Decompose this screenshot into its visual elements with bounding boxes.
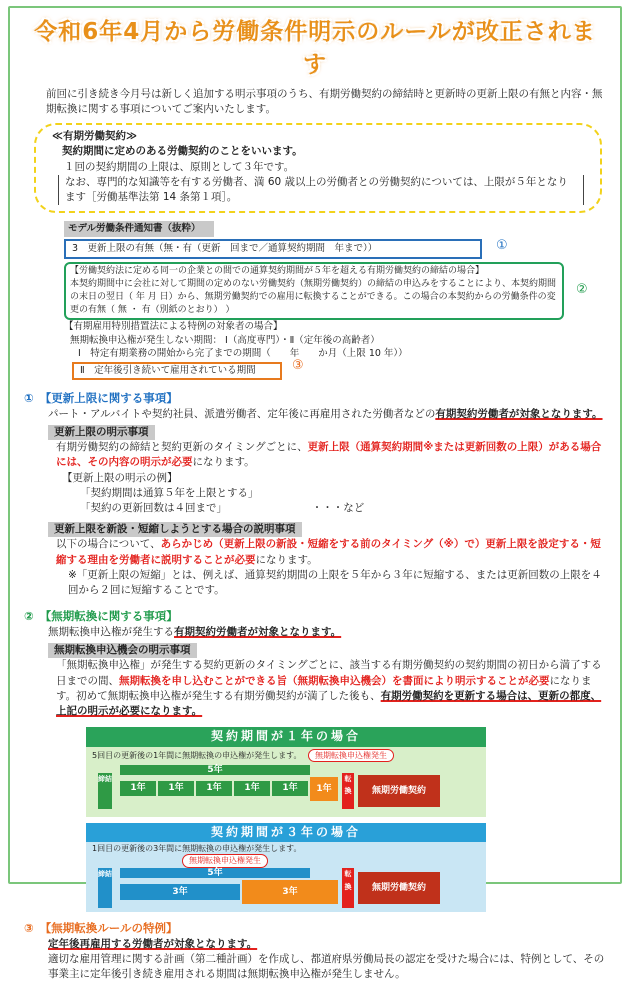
notice-plain-line1: 【有期雇用特別措置法による特例の対象者の場合】 <box>64 320 283 332</box>
page-title: 令和6年4月から労働条件明示のルールが改正されます <box>34 19 596 79</box>
diagram2-start: 締結 <box>98 868 112 908</box>
notice-plain-line3: Ⅰ 特定有期業務の開始から完了までの期間（ 年 か月（上限 10 年）） <box>78 348 408 360</box>
section2-para1-a: 「無期転換申込権」が発生する契約更新のタイミングごとに、該当する有期労働契約の契約期間の初日から満了する日までの間、 <box>56 659 602 687</box>
marker-2: ② <box>576 281 588 297</box>
diagram-one-year <box>86 727 486 816</box>
section3-heading <box>24 920 606 937</box>
section1-note: ※「更新上限の短縮」とは、例えば、通算契約期間の上限を５年から３年に短縮する、または更新回数の上限を４回から２回に短縮することです。 <box>68 568 602 597</box>
section1-para1-c: になります。 <box>192 456 255 469</box>
section1-example2-text: 「契約の更新回数は４回まで」 <box>80 501 222 514</box>
section2-para1-c: になります。初めて無期転換申込権が発生する有期労働契約が満了した後も、 <box>56 674 592 702</box>
section2-num: ② <box>24 609 34 624</box>
diagram1-year-4: 1年 <box>234 781 270 796</box>
diagram2-convert: 転換 <box>342 868 354 908</box>
section1-para1-red: 更新上限（通算契約期間※または更新回数の上限）がある場合には、その内容の明示が必要 <box>56 441 602 469</box>
section-update-limit <box>24 390 606 598</box>
section2-sub1: 無期転換申込機会の明示事項 <box>48 643 197 658</box>
section1-target-text: パート・アルバイトや契約社員、派遣労働者、定年後に再雇用された労働者などの <box>48 407 436 420</box>
diagram1-year-6: 1年 <box>310 777 338 801</box>
section2-target-text: 無期転換申込権が発生する <box>48 625 174 638</box>
diagram1-convert: 転換 <box>342 773 354 809</box>
section1-para2 <box>56 537 606 567</box>
section2-para1-red: 無期転換を申し込むことができる旨（無期転換申込機会）を書面により明示することが必要 <box>119 674 550 687</box>
section3-para: 適切な雇用管理に関する計画（第二種計画）を作成し、都道府県労働局長の認定を受けた場合には、特例として、その事業主に定年後引き続き雇用される期間は無期転換申込権が発生しません。 <box>48 952 605 981</box>
section1-sub1: 更新上限の明示事項 <box>48 425 155 440</box>
diagram2-pill: 無期転換申込権発生 <box>182 854 268 868</box>
notice-green-line1: 【労働契約法に定める同一の企業との間での通算契約期間が５年を超える有期労働契約の締結の場合】 <box>70 265 485 276</box>
section2-heading <box>24 608 606 625</box>
diagram2-body <box>86 842 486 912</box>
model-notice-body <box>64 237 588 380</box>
section1-example-tail: ・・・など <box>311 501 365 514</box>
section2-target-underline: 有期契約労働者が対象となります。 <box>174 625 342 638</box>
section1-para1 <box>56 440 606 470</box>
model-notice <box>64 221 588 380</box>
section1-target <box>48 407 606 422</box>
notice-green-line2: 本契約期間中に会社に対して期間の定めのない労働契約（無期労働契約）の締結の申込みをすることにより、本契約期間の末日の翌日（ 年 月 日）から、無期労働契約での雇用に転換することができる。この場合の本契約からの労働条件の変更の有無（ 無 ・ 有（別紙のとおり） ） <box>70 278 557 315</box>
section1-para2-c: になります。 <box>255 553 318 566</box>
section-special-rule <box>24 920 606 982</box>
section1-para2-a: 以下の場合について、 <box>56 538 161 551</box>
diagram1-heading: 契約期間が１年の場合 <box>86 727 486 746</box>
notice-plain-line2: 無期転換申込権が発生しない期間： Ⅰ（高度専門）・Ⅱ（定年後の高齢者） <box>70 334 380 346</box>
diagram1-caption: 5回目の更新後の1年間に無期転換の申込権が発生します。 <box>92 750 302 760</box>
fixed-term-line1: １回の契約期間の上限は、原則として３年です。 <box>64 160 295 173</box>
notice-orange-box: Ⅱ 定年後引き続いて雇用されている期間 <box>72 362 282 380</box>
notice-blue-box: 3 更新上限の有無（無・有（更新 回まで／通算契約期間 年まで）） <box>64 239 482 259</box>
marker-3: ③ <box>292 357 304 373</box>
notice-green-box <box>64 262 564 320</box>
diagram1-span-bar: 5年 <box>120 765 310 775</box>
section3-target-underline: 定年後再雇用する労働者が対象となります。 <box>48 937 258 950</box>
section1-para2-red: あらかじめ（更新上限の新設・短縮をする前のタイミング（※）で）更新上限を設定する・短縮する理由を労働者に説明することが必要 <box>56 538 601 566</box>
section1-sub2: 更新上限を新設・短縮しようとする場合の説明事項 <box>48 522 302 537</box>
section2-para1 <box>56 658 606 719</box>
section1-example1: 「契約期間は通算５年を上限とする」 <box>80 486 259 499</box>
diagram2-caption: 1回目の更新後の3年間に無期転換の申込権が発生します。 <box>92 844 302 854</box>
section3-num: ③ <box>24 921 34 936</box>
diagram1-year-1: 1年 <box>120 781 156 796</box>
diagram2-year-2: 3年 <box>242 880 338 904</box>
diagram-three-year <box>86 823 486 912</box>
section2-title: 【無期転換に関する事項】 <box>39 609 178 624</box>
diagram2-year-1: 3年 <box>120 884 240 900</box>
section1-num: ① <box>24 391 34 405</box>
diagram1-year-5: 1年 <box>272 781 308 796</box>
diagram2-heading: 契約期間が３年の場合 <box>86 823 486 842</box>
diagram1-body <box>86 747 486 817</box>
marker-1: ① <box>496 237 508 253</box>
diagram1-result: 無期労働契約 <box>358 775 440 807</box>
section3-target <box>48 937 606 952</box>
fixed-term-box <box>34 123 602 213</box>
section1-para1-a: 有期労働契約の締結と契約更新のタイミングごとに、 <box>56 441 308 454</box>
model-notice-heading: モデル労働条件通知書（抜粋） <box>64 221 214 237</box>
section1-example2 <box>80 501 606 516</box>
fixed-term-definition: 契約期間に定めのある労働契約のことをいいます。 <box>62 145 303 158</box>
section3-title: 【無期転換ルールの特例】 <box>39 921 178 936</box>
section1-example-heading: 【更新上限の明示の例】 <box>62 471 178 484</box>
diagram1-pill: 無期転換申込権発生 <box>308 749 394 763</box>
fixed-term-bracket: なお、専門的な知識等を有する労働者、満 60 歳以上の労働者との労働契約については、上限が５年となります［労働基準法第 14 条第１項］。 <box>58 175 584 205</box>
diagram2-span-bar: 5年 <box>120 868 310 878</box>
section1-title: 【更新上限に関する事項】 <box>39 391 178 405</box>
diagram2-result: 無期労働契約 <box>358 872 440 904</box>
diagram1-start: 締結 <box>98 773 112 809</box>
section1-heading <box>24 390 606 407</box>
fixed-term-heading: ≪有期労働契約≫ <box>52 130 137 143</box>
section1-target-underline: 有期契約労働者が対象となります。 <box>435 407 603 420</box>
section2-para1-underline: 有期労働契約を更新する場合は、更新の都度、上記の明示が必要になります。 <box>56 689 602 718</box>
diagram1-year-2: 1年 <box>158 781 194 796</box>
diagram1-year-3: 1年 <box>196 781 232 796</box>
intro-text: 前回に引き続き今月号は新しく追加する明示事項のうち、有期労働契約の締結時と更新時の更新上限の有無と内容・無期転換に関する事項についてご案内いたします。 <box>46 87 603 115</box>
page-frame <box>8 6 622 981</box>
section2-target <box>48 625 606 640</box>
section-conversion <box>24 608 606 912</box>
